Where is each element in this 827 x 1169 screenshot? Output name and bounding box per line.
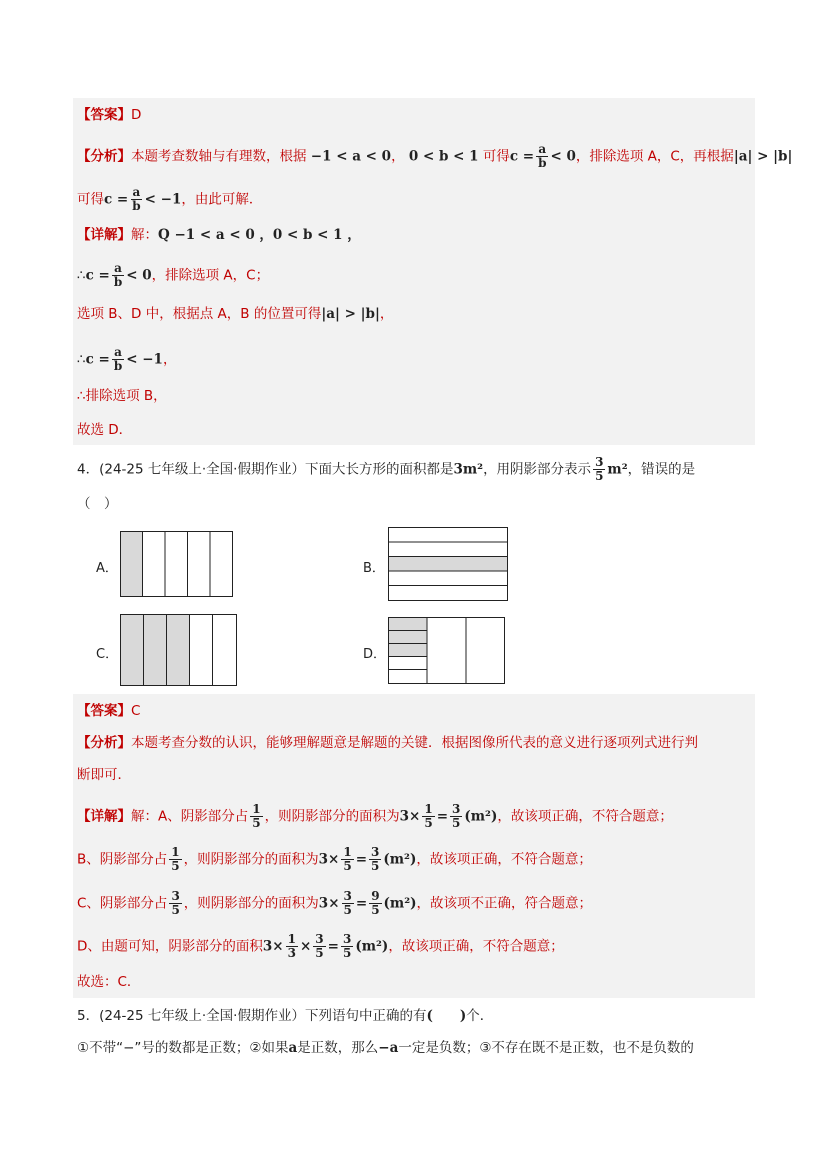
q4-stem-line1: 4．(24-25 七年级上·全国·假期作业）下面大长方形的面积都是3m²，用阴影部分表示 $\frac{3}{5}$ m²，错误的是 bbox=[77, 455, 696, 483]
q4-detail-b: B、阴影部分占 $\frac{1}{5}$ ，则阴影部分的面积为3× $\frac{1}{5}$ = $\frac{3}{5}$ (m²)，故该项正确，不符合题意； bbox=[77, 845, 592, 873]
option-c-figure bbox=[120, 614, 238, 687]
q5-stem-line1: 5．(24-25 七年级上·全国·假期作业）下列语句中正确的有( )个． bbox=[77, 1008, 494, 1024]
analysis-tag: 【分析】 bbox=[77, 148, 131, 165]
q4-detail-c: C、阴影部分占 $\frac{3}{5}$ ，则阴影部分的面积为3× $\frac{3}{5}$ = $\frac{9}{5}$ (m²)，故该项不正确，符合题意； bbox=[77, 889, 593, 917]
fraction: $\frac{1}{5}$ bbox=[252, 802, 261, 830]
option-a-figure bbox=[120, 531, 234, 598]
option-b-figure bbox=[388, 527, 509, 602]
answer-value: C bbox=[131, 703, 141, 719]
option-b-label: B． bbox=[363, 561, 385, 576]
q3-detail-line6: 故选 D． bbox=[77, 422, 133, 438]
q3-answer-line bbox=[77, 105, 141, 125]
option-d-label: D． bbox=[363, 647, 387, 662]
q4-analysis-line2: 断即可． bbox=[77, 767, 131, 783]
detail-tag: 【详解】 bbox=[77, 227, 131, 243]
q4-detail-d: D、由题可知，阴影部分的面积3× $\frac{1}{3}$ × $\frac{3}{5}$ = $\frac{3}{5}$ (m²)，故该项正确，不符合题意； bbox=[77, 932, 564, 960]
q4-detail-final: 故选：C． bbox=[77, 974, 141, 990]
q4-stem-paren: （ ） bbox=[77, 496, 118, 512]
fraction: $\frac{a}{b}$ bbox=[113, 261, 123, 289]
q5-stem-line2: ①不带“−”号的数都是正数；②如果a是正数，那么−a一定是负数；③不存在既不是正数，也不是负数的 bbox=[77, 1040, 694, 1056]
answer-value: D bbox=[131, 107, 142, 123]
detail-tag: 【详解】 bbox=[77, 808, 131, 825]
fraction: $\frac{a}{b}$ bbox=[132, 185, 141, 213]
q4-analysis-line1: 【分析】本题考查分数的认识，能够理解题意是解题的关键．根据图像所代表的意义进行逐项列式进行判 bbox=[77, 735, 698, 751]
answer-tag: 【答案】 bbox=[77, 703, 131, 719]
q3-detail-line2: ∴c = $\frac{a}{b}$ < 0，排除选项 A，C； bbox=[77, 261, 270, 289]
fraction: $\frac{a}{b}$ bbox=[113, 345, 123, 373]
option-d-figure bbox=[388, 617, 506, 685]
answer-tag: 【答案】 bbox=[77, 107, 131, 123]
analysis-tag: 【分析】 bbox=[77, 735, 131, 751]
q3-analysis-line1: 【分析】本题考查数轴与有理数，根据 −1 < a < 0， 0 < b < 1 可得c = $\frac{a}{b}$ < 0，排除选项 A，C，再根据|a| > |b| bbox=[77, 142, 793, 170]
option-c-label: C． bbox=[96, 647, 119, 662]
fraction: $\frac{3}{5}$ bbox=[595, 455, 604, 483]
q3-detail-line3: 选项 B、D 中，根据点 A，B 的位置可得|a| > |b|， bbox=[77, 306, 394, 322]
q4-detail-a: 【详解】解：A、阴影部分占 $\frac{1}{5}$ ，则阴影部分的面积为3× $\frac{1}{5}$ = $\frac{3}{5}$ (m²)，故该项正确，不符合题意； bbox=[77, 802, 673, 830]
q3-analysis-line2: 可得c = $\frac{a}{b}$ < −1，由此可解． bbox=[77, 185, 263, 213]
q3-detail-line5: ∴排除选项 B， bbox=[77, 388, 167, 404]
fraction: $\frac{a}{b}$ bbox=[538, 142, 547, 170]
q3-detail-line1: 【详解】解：Q −1 < a < 0 ，0 < b < 1 ， bbox=[77, 227, 361, 243]
q3-detail-line4: ∴c = $\frac{a}{b}$ < −1， bbox=[77, 345, 177, 373]
q4-answer-line bbox=[77, 701, 140, 721]
option-a-label: A． bbox=[96, 561, 118, 576]
